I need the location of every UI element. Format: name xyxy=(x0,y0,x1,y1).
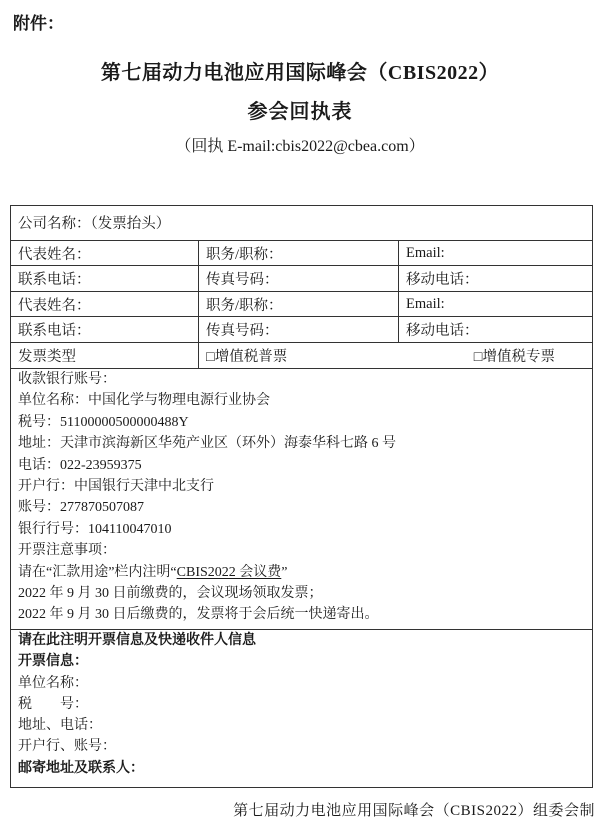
bank-info-row xyxy=(11,369,593,630)
contact-row-1 xyxy=(11,266,593,292)
payee-bank-branch: 开户行：中国银行天津中北支行 xyxy=(18,479,214,495)
reply-form-table xyxy=(10,205,593,788)
buyer-address-phone-field: 地址、电话： xyxy=(18,718,102,734)
payee-org-name: 单位名称：中国化学与物理电源行业协会 xyxy=(18,393,270,409)
contact-row-2 xyxy=(11,317,593,343)
remit-note-prefix: 请在“汇款用途”栏内注明“ xyxy=(18,564,177,580)
invoice-type-label: 发票类型 xyxy=(11,343,199,369)
company-name-row xyxy=(11,206,593,241)
vat-regular-invoice-checkbox[interactable]: □增值税普票 xyxy=(206,349,288,365)
bank-info-cell xyxy=(11,369,593,630)
buyer-org-name-field: 单位名称： xyxy=(18,675,88,691)
rep1-name-cell: 代表姓名： xyxy=(11,241,199,266)
representative-row-1 xyxy=(11,241,593,266)
remit-note-underlined: CBIS2022 会议费 xyxy=(176,564,282,580)
payee-tax-id: 税号：51100000500000488Y xyxy=(18,414,189,430)
bank-account-heading: 收款银行账号： xyxy=(18,372,116,387)
contact2-mobile-cell: 移动电话： xyxy=(399,317,593,343)
buyer-tax-id-field: 税 号： xyxy=(18,696,88,712)
invoice-notes-heading: 开票注意事项： xyxy=(18,543,116,559)
delivery-info-row xyxy=(11,630,593,788)
vat-special-invoice-checkbox[interactable]: □增值税专票 xyxy=(473,349,555,365)
contact1-mobile-cell: 移动电话： xyxy=(399,266,593,292)
reply-email-note: （回执 E-mail:cbis2022@cbea.com） xyxy=(175,138,425,155)
company-name-cell: 公司名称：（发票抬头） xyxy=(11,206,593,241)
invoice-type-options-cell xyxy=(199,343,593,369)
payee-account-number: 账号：277870507087 xyxy=(18,500,144,516)
invoice-info-label: 开票信息： xyxy=(18,654,88,670)
document-title: 第七届动力电池应用国际峰会（CBIS2022） xyxy=(100,62,500,84)
rep2-title-cell: 职务/职称： xyxy=(199,292,399,317)
organizing-committee-credit: 第七届动力电池应用国际峰会（CBIS2022）组委会制 xyxy=(233,803,595,819)
buyer-bank-account-field: 开户行、账号： xyxy=(18,739,116,755)
contact1-phone-cell: 联系电话： xyxy=(11,266,199,292)
contact2-fax-cell: 传真号码： xyxy=(199,317,399,343)
payment-deadline-after-note: 2022 年 9 月 30 日后缴费的，发票将于会后统一快递寄出。 xyxy=(18,607,379,623)
delivery-info-heading: 请在此注明开票信息及快递收件人信息 xyxy=(18,633,256,648)
contact1-fax-cell: 传真号码： xyxy=(199,266,399,292)
rep2-name-cell: 代表姓名： xyxy=(11,292,199,317)
remit-note-suffix: ” xyxy=(281,564,288,580)
rep1-title-cell: 职务/职称： xyxy=(199,241,399,266)
payee-address: 地址：天津市滨海新区华苑产业区（环外）海泰华科七路 6 号 xyxy=(18,436,396,452)
rep1-email-cell: Email: xyxy=(399,241,593,266)
mailing-address-contact-field: 邮寄地址及联系人： xyxy=(18,760,144,776)
delivery-info-cell xyxy=(11,630,593,788)
remittance-purpose-note xyxy=(18,562,585,583)
invoice-type-row xyxy=(11,343,593,369)
contact2-phone-cell: 联系电话： xyxy=(11,317,199,343)
payee-bank-code: 银行行号：104110047010 xyxy=(18,521,172,537)
attachment-label: 附件： xyxy=(13,14,64,33)
payment-deadline-before-note: 2022 年 9 月 30 日前缴费的，会议现场领取发票； xyxy=(18,586,323,602)
payee-phone: 电话：022-23959375 xyxy=(18,457,142,473)
document-subtitle: 参会回执表 xyxy=(247,101,353,123)
rep2-email-cell: Email: xyxy=(399,292,593,317)
representative-row-2 xyxy=(11,292,593,317)
